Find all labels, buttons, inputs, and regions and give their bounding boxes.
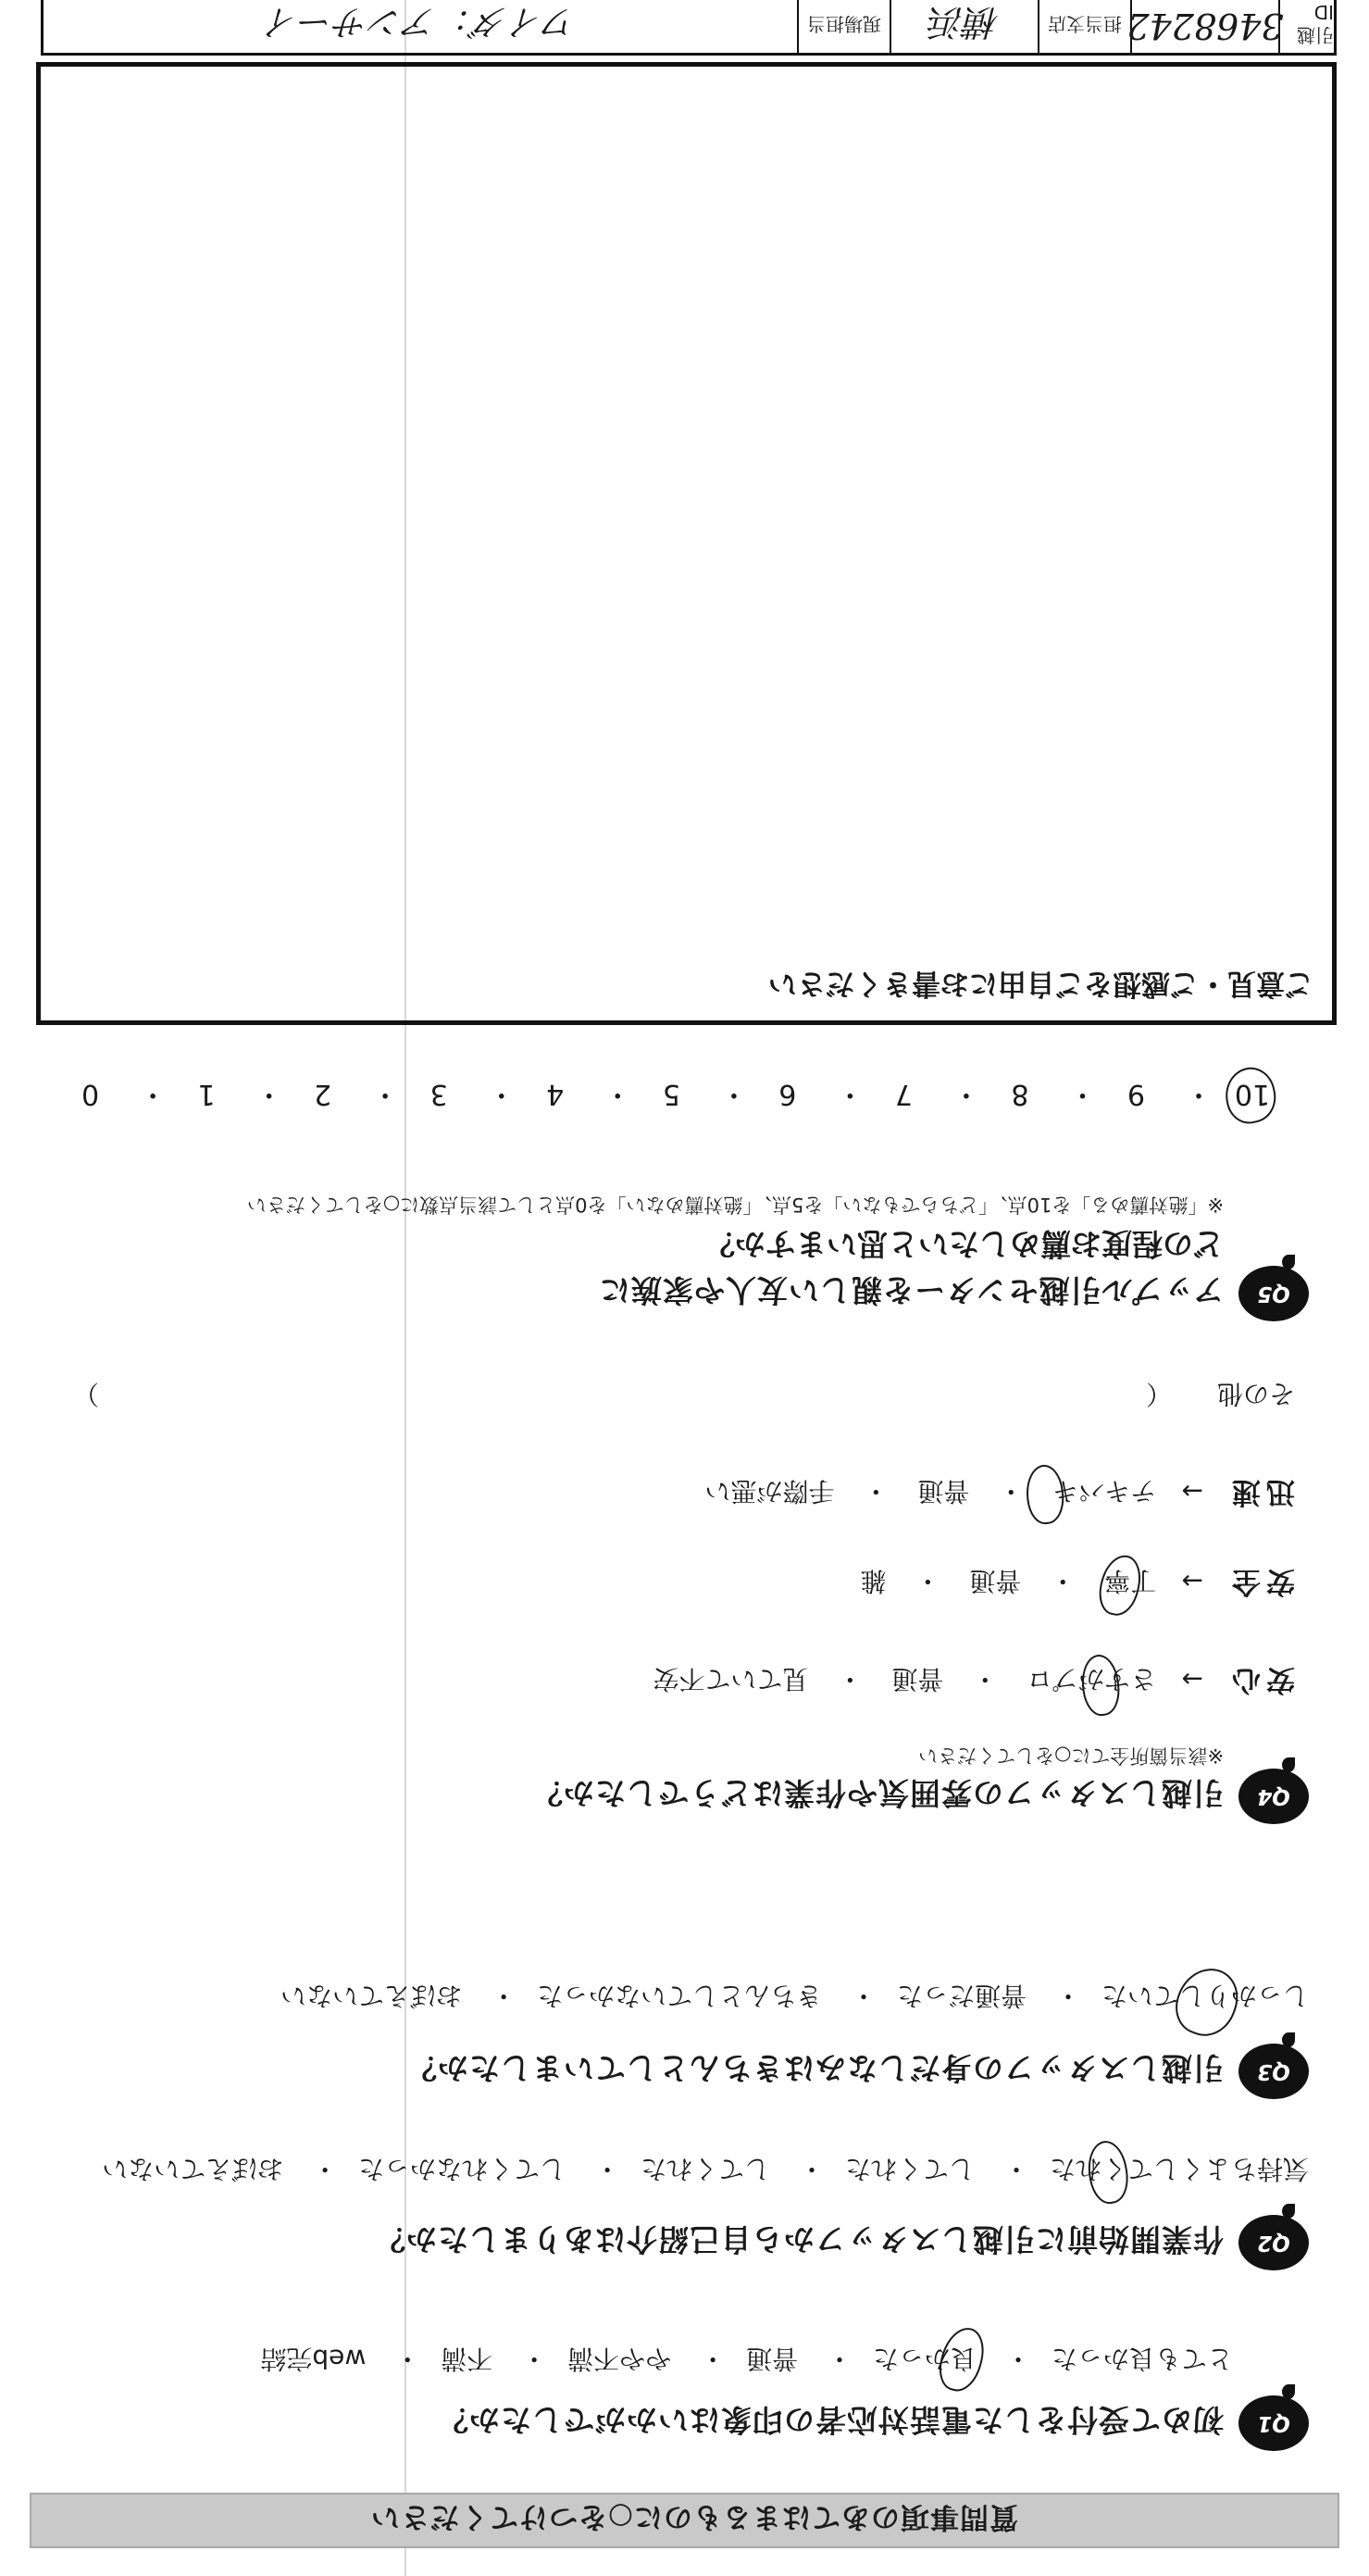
q1-options: とても良かった・ 良かった ・ 普通・ やや不満・ 不満・ web完結 <box>260 2342 1233 2379</box>
q4-option[interactable]: 手際が悪い <box>704 1476 835 1507</box>
q4-note: ※該当箇所全てに○をしてください <box>918 1744 1224 1767</box>
q1-option[interactable]: やや不満 <box>567 2344 672 2374</box>
arrow-icon: → <box>1181 1664 1203 1694</box>
comment-box[interactable] <box>36 62 1337 1025</box>
row-key: 安心 <box>1226 1663 1295 1696</box>
q2-option[interactable]: してくれた <box>845 2154 976 2184</box>
leader-value: ワイダ：アンサーイ <box>263 2 578 44</box>
selection-circle <box>934 2322 990 2395</box>
arrow-icon: → <box>1181 1476 1203 1507</box>
q4-option[interactable]: テキパキ <box>1052 1474 1156 1511</box>
scale-option[interactable]: 8 <box>1011 1078 1029 1110</box>
question-5 <box>31 1136 1309 1321</box>
q2-text: 作業開始前に引越しスタッフから自己紹介はありましたか？ <box>374 2221 1224 2257</box>
scale-option[interactable]: 7 <box>894 1078 913 1110</box>
comment-title: ご意見・ご感想をご自由にお書きください <box>768 967 1313 1000</box>
q4-option[interactable]: 丁寧 <box>1104 1564 1156 1601</box>
scale-option[interactable]: 9 <box>1126 1078 1145 1110</box>
scale-option[interactable]: 5 <box>662 1078 680 1110</box>
q4-option[interactable]: 見ていて不安 <box>653 1664 809 1694</box>
q4-option[interactable]: 普通 <box>891 1664 944 1694</box>
q3-text: 引越しスタッフの身だしなみはきちんとしていましたか？ <box>405 2050 1224 2086</box>
q5-text-line1: アップル引越センターを親しい友人や家族に <box>598 1272 1224 1308</box>
scale-option[interactable]: 10 <box>1224 1078 1281 1110</box>
q1-text: 初めて受付をした電話対応者の印象はいかがでしたか？ <box>437 2402 1224 2438</box>
scale-option[interactable]: 6 <box>778 1078 797 1110</box>
question-2 <box>31 2154 1309 2270</box>
q3-options: しっかりしていた ・ 普通だった・ きちんとしていなかった・ おぼえていない <box>280 1979 1309 2016</box>
scale-option[interactable]: 0 <box>81 1078 100 1110</box>
info-table <box>41 0 1337 56</box>
q4-text: 引越しスタッフの雰囲気や作業はどうでしたか？ <box>531 1775 1224 1811</box>
q3-option[interactable]: しっかりしていた <box>1101 1979 1309 2016</box>
scale-option[interactable]: 3 <box>429 1078 448 1110</box>
q4-row-anzen: 安全 → 丁寧 ・ 普通 ・ 雑 <box>860 1564 1295 1606</box>
instruction-text: 質問事項のあてはまるものに○をつけてください <box>369 2500 1018 2534</box>
q1-option[interactable]: web完結 <box>260 2344 367 2374</box>
q5-badge: Q5 <box>1238 1266 1309 1321</box>
row-key: 迅速 <box>1226 1475 1295 1508</box>
q4-other <box>73 1377 1295 1414</box>
q1-option[interactable]: 良かった <box>873 2342 977 2379</box>
id-value: 3468242 <box>1130 0 1278 53</box>
q3-option[interactable]: 普通だった <box>897 1981 1027 2011</box>
branch-value: 横浜 <box>890 0 1038 53</box>
q5-text-line2: どの程度お薦めしたいと思いますか？ <box>704 1226 1224 1262</box>
q2-option[interactable]: してくれた <box>641 2154 771 2184</box>
q5-scale: 10 ・ 9・ 8・ 7・ 6・ 5・ 4・ 3・ 2・ 1・ 0 <box>62 1077 1281 1118</box>
q3-option[interactable]: おぼえていない <box>280 1981 463 2011</box>
q1-option[interactable]: 普通 <box>746 2344 799 2374</box>
q4-option[interactable]: 雑 <box>860 1566 887 1596</box>
selection-circle <box>1083 2138 1132 2207</box>
q3-badge: Q3 <box>1238 2044 1309 2099</box>
other-close: ） <box>73 1379 100 1409</box>
question-3 <box>31 1979 1309 2099</box>
q1-badge: Q1 <box>1238 2395 1309 2451</box>
q1-option[interactable]: 不満 <box>441 2344 493 2374</box>
instruction-banner <box>30 2493 1339 2548</box>
scale-option[interactable]: 1 <box>197 1078 216 1110</box>
q2-option[interactable]: 気持ちよくしてくれた <box>1050 2152 1309 2189</box>
arrow-icon: → <box>1181 1566 1203 1596</box>
scale-option[interactable]: 4 <box>546 1078 565 1110</box>
question-4 <box>31 1472 1309 1824</box>
other-open: （ <box>1146 1379 1173 1409</box>
q2-options: 気持ちよくしてくれた ・ してくれた・ してくれた・ してくれなかった・ おぼえていない <box>102 2152 1309 2189</box>
q4-option[interactable]: 普通 <box>969 1566 1022 1596</box>
q4-option[interactable]: さすがプロ <box>1027 1662 1156 1699</box>
row-key: 安全 <box>1226 1565 1295 1598</box>
q4-row-jinsoku: 迅速 → テキパキ ・ 普通 ・ 手際が悪い <box>704 1474 1295 1516</box>
q2-option[interactable]: おぼえていない <box>102 2154 284 2184</box>
selection-circle <box>1167 1959 1246 2044</box>
q2-option[interactable]: してくれなかった <box>358 2154 566 2184</box>
other-label: その他 <box>1216 1379 1295 1409</box>
question-1 <box>31 2340 1309 2451</box>
selection-circle <box>1220 1063 1280 1128</box>
leader-label: 現場担当 <box>797 0 890 53</box>
scale-option[interactable]: 2 <box>314 1078 332 1110</box>
q5-note: ※「絶対薦める」を10点、「どちらでもない」を5点、「絶対薦めない」を0点として該当点数に○をしてください <box>246 1194 1224 1216</box>
q4-option[interactable]: 普通 <box>917 1476 970 1507</box>
id-label: 引越ID <box>1278 0 1334 53</box>
q2-badge: Q2 <box>1238 2215 1309 2270</box>
q4-row-anshin: 安心 → さすがプロ ・ 普通 ・ 見ていて不安 <box>653 1662 1295 1704</box>
q4-badge: Q4 <box>1238 1769 1309 1824</box>
q1-option[interactable]: とても良かった <box>1051 2344 1233 2374</box>
branch-label: 担当支店 <box>1038 0 1130 53</box>
q3-option[interactable]: きちんとしていなかった <box>537 1981 823 2011</box>
